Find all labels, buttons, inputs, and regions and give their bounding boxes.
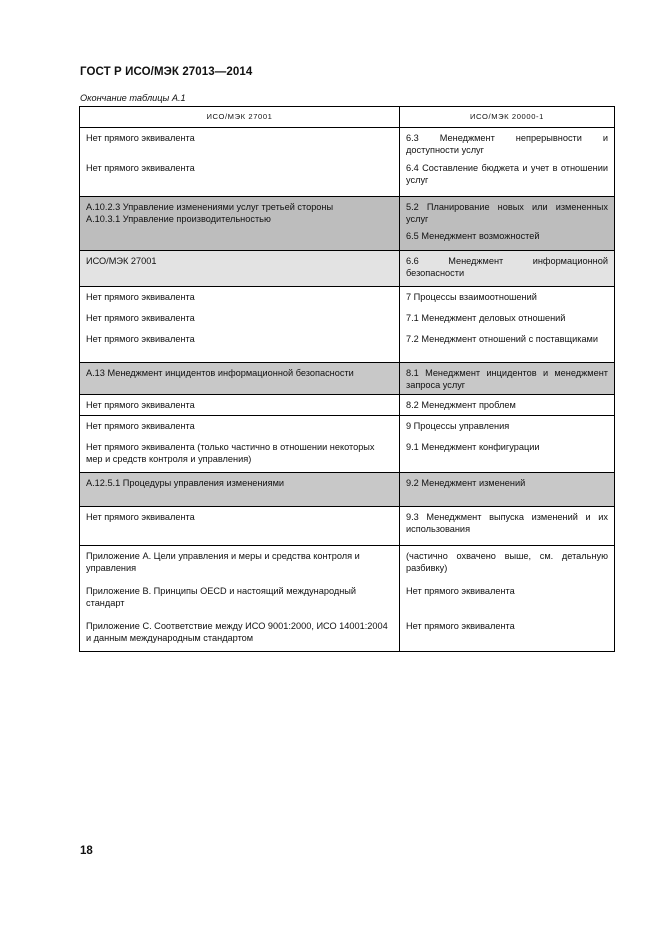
table-row bbox=[80, 416, 615, 438]
left-cell: Приложение С. Соответствие между ИСО 9001:2000, ИСО 14001:2004 и данным международным стандартом bbox=[80, 616, 400, 652]
right-cell: 7.2 Менеджмент отношений с поставщиками bbox=[400, 329, 615, 363]
page-number: 18 bbox=[80, 845, 93, 857]
left-cell: Нет прямого эквивалента bbox=[80, 163, 400, 197]
correspondence-table bbox=[79, 106, 615, 652]
table-row bbox=[80, 395, 615, 416]
table-row bbox=[80, 473, 615, 507]
table-row bbox=[80, 251, 615, 287]
table-row bbox=[80, 287, 615, 309]
table-row bbox=[80, 128, 615, 164]
table-row bbox=[80, 329, 615, 363]
right-cell: 6.6 Менеджмент информационной безопасности bbox=[400, 251, 615, 287]
left-cell: Нет прямого эквивалента bbox=[80, 395, 400, 416]
table-row bbox=[80, 546, 615, 582]
column-header-iso20000: ИСО/МЭК 20000-1 bbox=[400, 107, 615, 128]
left-cell: Нет прямого эквивалента bbox=[80, 507, 400, 546]
right-cell: 7.1 Менеджмент деловых отношений bbox=[400, 308, 615, 329]
right-cell: 8.2 Менеджмент проблем bbox=[400, 395, 615, 416]
table-caption: Окончание таблицы А.1 bbox=[80, 93, 186, 103]
left-cell-line: А.10.3.1 Управление производительностью bbox=[86, 213, 271, 224]
left-cell: Приложение А. Цели управления и меры и средства контроля и управления bbox=[80, 546, 400, 582]
table-row bbox=[80, 581, 615, 616]
left-cell: Нет прямого эквивалента bbox=[80, 287, 400, 309]
left-cell: Нет прямого эквивалента bbox=[80, 308, 400, 329]
left-cell-line: А.10.2.3 Управление изменениями услуг третьей стороны bbox=[86, 202, 334, 212]
table-row bbox=[80, 163, 615, 197]
right-cell: (частично охвачено выше, см. детальную разбивку) bbox=[400, 546, 615, 582]
right-cell: 6.4 Составление бюджета и учет в отношении услуг bbox=[400, 163, 615, 197]
left-cell: А.13 Менеджмент инцидентов информационной безопасности bbox=[80, 363, 400, 395]
table-row bbox=[80, 197, 615, 232]
left-cell: Нет прямого эквивалента bbox=[80, 416, 400, 438]
right-cell: Нет прямого эквивалента bbox=[400, 581, 615, 616]
left-cell: Нет прямого эквивалента bbox=[80, 329, 400, 363]
table-header-row bbox=[80, 107, 615, 128]
table-row bbox=[80, 308, 615, 329]
right-cell: 9 Процессы управления bbox=[400, 416, 615, 438]
right-cell: 9.3 Менеджмент выпуска изменений и их использования bbox=[400, 507, 615, 546]
document-title: ГОСТ Р ИСО/МЭК 27013—2014 bbox=[80, 66, 253, 78]
left-cell: ИСО/МЭК 27001 bbox=[80, 251, 400, 287]
right-cell: Нет прямого эквивалента bbox=[400, 616, 615, 652]
right-cell: 9.1 Менеджмент конфигурации bbox=[400, 437, 615, 473]
left-cell bbox=[80, 197, 400, 251]
right-cell: 6.5 Менеджмент возможностей bbox=[400, 231, 615, 251]
right-cell: 8.1 Менеджмент инцидентов и менеджмент запроса услуг bbox=[400, 363, 615, 395]
right-cell: 6.3 Менеджмент непрерывности и доступности услуг bbox=[400, 128, 615, 164]
table-row bbox=[80, 437, 615, 473]
table-row bbox=[80, 363, 615, 395]
left-cell: Нет прямого эквивалента (только частично в отношении некоторых мер и средств контроля и управления) bbox=[80, 437, 400, 473]
right-cell: 5.2 Планирование новых или измененных услуг bbox=[400, 197, 615, 232]
left-cell: Нет прямого эквивалента bbox=[80, 128, 400, 164]
table-row bbox=[80, 616, 615, 652]
right-cell: 9.2 Менеджмент изменений bbox=[400, 473, 615, 507]
column-header-iso27001: ИСО/МЭК 27001 bbox=[80, 107, 400, 128]
table-row bbox=[80, 507, 615, 546]
right-cell: 7 Процессы взаимоотношений bbox=[400, 287, 615, 309]
left-cell: Приложение В. Принципы OECD и настоящий международный стандарт bbox=[80, 581, 400, 616]
left-cell: А.12.5.1 Процедуры управления изменениями bbox=[80, 473, 400, 507]
